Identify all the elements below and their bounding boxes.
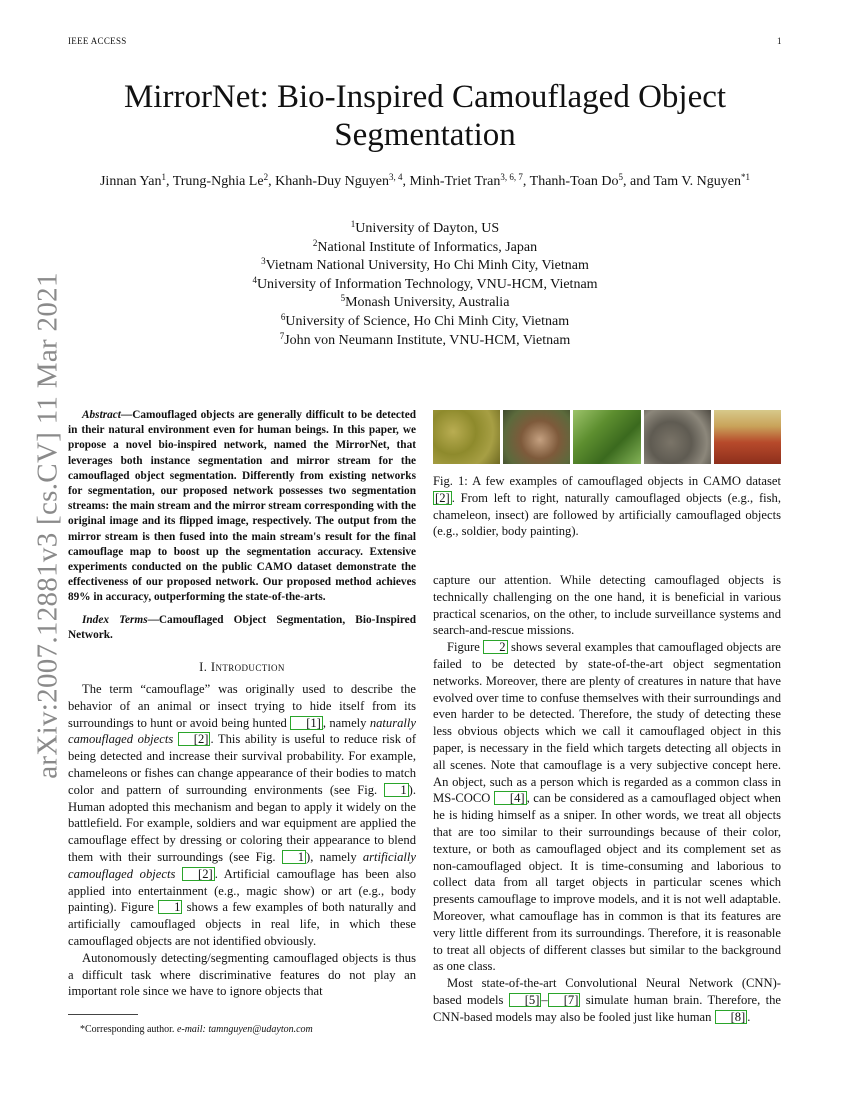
paragraph bbox=[68, 681, 416, 950]
author-list bbox=[70, 172, 780, 191]
chameleon-image bbox=[503, 410, 570, 464]
text-run: Most state-of-the-art Convolutional Neural Network (CNN)-based models bbox=[433, 976, 781, 1007]
affiliation-name: Vietnam National University, Ho Chi Minh City, Vietnam bbox=[265, 258, 589, 274]
affiliation-name: University of Dayton, US bbox=[355, 221, 500, 236]
author-name: , Khanh-Duy Nguyen bbox=[268, 174, 389, 189]
footnote-email: e-mail: tamnguyen@udayton.com bbox=[176, 1024, 313, 1035]
abstract-label: Abstract bbox=[82, 409, 121, 421]
text-run: shows a few examples of both naturally and artificially camouflaged objects in real life, in which these camouflaged objects are not identified obviously. bbox=[68, 900, 417, 948]
affiliation bbox=[150, 332, 700, 351]
paragraph: Autonomously detecting/segmenting camouflaged objects is thus a difficult task where discriminative features do not play an important role since we have to ignore objects that bbox=[68, 950, 416, 999]
page-number: 1 bbox=[777, 36, 782, 46]
paragraph: capture our attention. While detecting camouflaged objects is technically challenging on the one hand, it is beneficial in various practical scenarios, on the other, to include surveillance systems and search-and-rescue missions. bbox=[433, 573, 781, 638]
citation-link[interactable]: [8] bbox=[715, 1010, 748, 1024]
author-name: Jinnan Yan bbox=[99, 174, 162, 189]
citation-link[interactable]: [1] bbox=[290, 716, 323, 730]
footnote bbox=[80, 1024, 313, 1035]
text-run: ). Human adopted this mechanism and began to apply it widely on the battlefield. For example, soldiers and war equipment are applied the camouflage effect by dressing or coloring their appearance to blend them with their surroundings (see Fig. bbox=[68, 782, 416, 864]
insect-image bbox=[573, 410, 640, 464]
text-run: The term “camouflage” was originally used to describe the behavior of an animal or insect trying to hide itself from its surroundings to hunt or avoid being hunted bbox=[68, 682, 416, 730]
citation-link[interactable]: [5] bbox=[509, 993, 542, 1007]
section-heading-introduction bbox=[68, 660, 416, 675]
text-run: Fig. 1: A few examples of camouflaged objects in CAMO dataset bbox=[433, 474, 781, 488]
affiliation-name: University of Information Technology, VNU-HCM, Vietnam bbox=[256, 276, 598, 292]
figure-link[interactable]: 1 bbox=[384, 783, 408, 797]
introduction-body bbox=[68, 681, 416, 1000]
text-run: . This ability is useful to reduce risk of being detected and increase their survival probability. For example, chameleons or fishes can change appearance of their bodies to match color and pattern of surrounding environments (see Fig. bbox=[68, 732, 417, 797]
affiliation bbox=[150, 294, 700, 313]
author-name: , Minh-Triet Tran bbox=[402, 174, 501, 189]
text-run: ), namely bbox=[306, 849, 363, 864]
arxiv-watermark-text: arXiv:2007.12881v3 [cs.CV] 11 Mar 2021 bbox=[31, 271, 64, 779]
affiliation-number: 7 bbox=[279, 330, 285, 341]
text-run: shows several examples that camouflaged objects are failed to be detected by state-of-the-art object segmentation networks. Moreover, there are plenty of creatures in nature that have evolved over time to confuse themselves with their surroundings and even harder to be detected. Therefore, the study of detecting these less obvious objects which we call it camouflaged object in this paper, is necessary in the field which targets detecting all objects in all scenes. Note that camouflage is a very subjective concept here. An object, such as a person which is regarded as a common class in MS-COCO bbox=[433, 640, 781, 806]
index-terms-text: —Camouflaged Object Segmentation, Bio-Inspired Network. bbox=[68, 614, 416, 642]
figure-1-images bbox=[433, 410, 781, 464]
body-painting-image bbox=[714, 410, 781, 464]
index-terms bbox=[68, 613, 416, 643]
affiliation-name: John von Neumann Institute, VNU-HCM, Vietnam bbox=[284, 332, 571, 348]
citation-link[interactable]: [4] bbox=[494, 791, 527, 805]
section-title: Introduction bbox=[210, 660, 285, 674]
text-run: . Artificial camouflage has been also applied into entertainment (e.g., magic show) or art (e.g., body painting). Figure bbox=[68, 866, 417, 915]
figure-link[interactable]: 1 bbox=[282, 850, 306, 864]
italic-term: artificially camouflaged objects bbox=[68, 849, 416, 881]
citation-link[interactable]: [7] bbox=[548, 993, 581, 1007]
affiliation bbox=[150, 276, 700, 295]
section-number: I. bbox=[199, 660, 211, 674]
figure-link[interactable]: 2 bbox=[483, 640, 507, 654]
author-affil-marker: *1 bbox=[741, 172, 750, 182]
author-affil-marker: 3, 6, 7 bbox=[500, 172, 523, 182]
figure-1-caption bbox=[433, 473, 781, 540]
text-run: . bbox=[747, 1009, 751, 1024]
abstract bbox=[68, 408, 416, 606]
fish-image bbox=[433, 410, 500, 464]
affiliation bbox=[150, 257, 700, 276]
figure-link[interactable]: 1 bbox=[158, 900, 182, 914]
text-run: , can be considered as a camouflaged object when he is hiding himself as a sniper. In other words, we treat all objects that are too similar to their surroundings because of their color, texture, or both as camouflaged object and its complement set as non-camouflaged object. It is time-consuming and laborious to collect data from all target objects in particular scenes which presents camouflage to improve models, and it is not well adaptable. Moreover, what camouflage has in common is that its features are very little different from its surroundings. Therefore, it is reasonable to treat all objects of different classes but similar to the background as one class. bbox=[433, 791, 781, 974]
text-run: Figure bbox=[447, 640, 484, 655]
text-run: – bbox=[541, 992, 548, 1007]
affiliation bbox=[150, 313, 700, 332]
affiliation-name: National Institute of Informatics, Japan bbox=[317, 239, 538, 255]
affiliation-number: 6 bbox=[280, 311, 286, 322]
author-affil-marker: 2 bbox=[263, 172, 269, 182]
affiliation-name: Monash University, Australia bbox=[345, 295, 510, 311]
affiliation bbox=[150, 239, 700, 258]
running-header-journal: IEEE ACCESS bbox=[68, 36, 127, 46]
paragraph bbox=[433, 975, 781, 1025]
text-run: , namely bbox=[322, 715, 370, 730]
citation-link[interactable]: [2] bbox=[178, 732, 211, 746]
footnote-prefix: *Corresponding author. bbox=[80, 1024, 177, 1035]
affiliation-number: 2 bbox=[312, 237, 318, 248]
affiliation-number: 3 bbox=[261, 256, 266, 267]
paper-title: MirrorNet: Bio-Inspired Camouflaged Object Segmentation bbox=[123, 79, 727, 153]
abstract-text: —Camouflaged objects are generally difficult to be detected in their natural environment even for human beings. In this paper, we propose a novel bio-inspired network, named the MirrorNet, that leverages both instance segmentation and mirror stream for the camouflaged object segmentation. Differently from existing networks for segmentation, our proposed network possesses two segmentation streams: the main stream and the mirror stream corresponding with the original image and its flipped image, respectively. The output from the mirror stream is then fused into the main stream's result for the final camouflage map to boost up the segmentation accuracy. Extensive experiments conducted on the public CAMO dataset demonstrate the effectiveness of our proposed network. Our proposed method achieves 89% in accuracy, outperforming the state-of-the-arts. bbox=[68, 409, 416, 604]
italic-term: naturally camouflaged objects bbox=[68, 715, 416, 747]
soldier-image bbox=[644, 410, 711, 464]
author-name: , Trung-Nghia Le bbox=[165, 174, 264, 189]
text-run bbox=[175, 867, 182, 881]
affiliation-name: University of Science, Ho Chi Minh City, Vietnam bbox=[285, 313, 570, 329]
right-column-body bbox=[433, 572, 781, 1026]
author-name: , Thanh-Toan Do bbox=[522, 174, 619, 189]
citation-link[interactable]: [2] bbox=[435, 490, 450, 505]
citation-link[interactable]: [2] bbox=[182, 867, 215, 881]
affiliation-number: 4 bbox=[252, 274, 257, 285]
affiliation-number: 5 bbox=[340, 293, 346, 304]
author-affil-marker: 1 bbox=[161, 172, 166, 182]
text-run: . From left to right, naturally camouflaged objects (e.g., fish, chameleon, insect) are followed by artificially camouflaged objects (e.g., soldier, body painting). bbox=[433, 490, 781, 539]
text-run: simulate human brain. Therefore, the CNN-based models may also be fooled just like human bbox=[433, 992, 781, 1024]
arxiv-watermark bbox=[28, 271, 68, 779]
paragraph bbox=[433, 639, 781, 975]
index-terms-label: Index Terms bbox=[82, 614, 148, 626]
footnote-rule bbox=[68, 1014, 138, 1015]
affiliation-list bbox=[150, 220, 700, 350]
affiliation bbox=[150, 220, 700, 239]
author-affil-marker: 3, 4 bbox=[389, 172, 403, 182]
author-name: , and Tam V. Nguyen bbox=[622, 174, 741, 189]
author-affil-marker: 5 bbox=[618, 172, 623, 182]
affiliation-number: 1 bbox=[350, 219, 356, 229]
